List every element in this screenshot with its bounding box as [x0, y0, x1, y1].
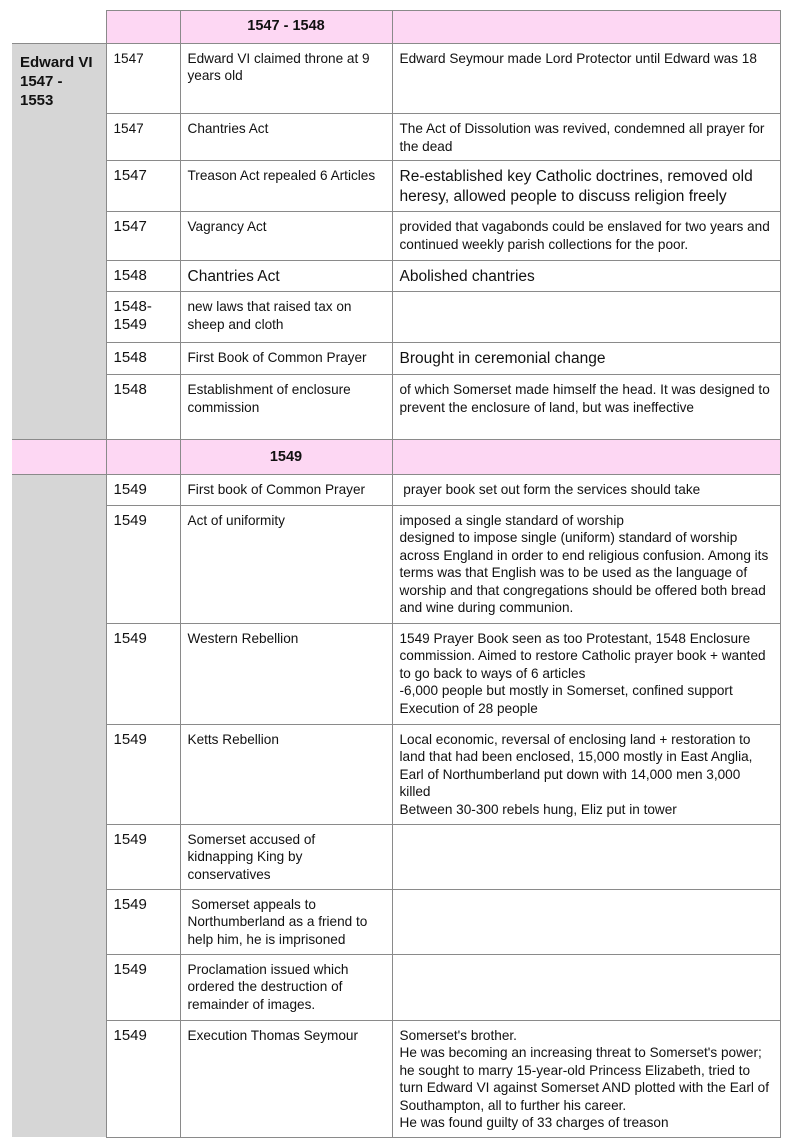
detail-cell: 1549 Prayer Book seen as too Protestant, 1548 Enclosure commission. Aimed to restore Catholic prayer book + wanted to go back to ways of 6 articles -6,000 people but mostly in Somerset, confined support Execution of 28 people: [392, 623, 780, 724]
timeline-table: [12, 10, 781, 1138]
section-title: 1549: [180, 440, 392, 475]
table-row: [12, 623, 780, 724]
section-header-1547-1548: [12, 11, 780, 44]
timeline-page: [12, 10, 780, 1138]
detail-cell: Brought in ceremonial change: [392, 343, 780, 375]
ruler-column: [12, 114, 106, 161]
event-cell: Western Rebellion: [180, 623, 392, 724]
table-row: [12, 474, 780, 505]
detail-cell: [392, 292, 780, 343]
year-cell: 1549: [106, 889, 180, 954]
year-cell: 1548-1549: [106, 292, 180, 343]
event-cell: new laws that raised tax on sheep and cloth: [180, 292, 392, 343]
table-row: [12, 261, 780, 292]
detail-cell: [392, 889, 780, 954]
year-cell: 1548: [106, 375, 180, 440]
detail-cell: Re-established key Catholic doctrines, removed old heresy, allowed people to discuss religion freely: [392, 161, 780, 212]
detail-cell: Somerset's brother. He was becoming an increasing threat to Somerset's power; he sought to marry 15-year-old Princess Elizabeth, tried to turn Edward VI against Somerset AND plotted with the Earl of Southampton, all to further his career. He was found guilty of 33 charges of treason: [392, 1020, 780, 1137]
event-cell: Somerset appeals to Northumberland as a friend to help him, he is imprisoned: [180, 889, 392, 954]
event-cell: Somerset accused of kidnapping King by conservatives: [180, 824, 392, 889]
year-cell: 1549: [106, 724, 180, 824]
table-row: [12, 889, 780, 954]
year-cell: 1549: [106, 1020, 180, 1137]
table-row: [12, 954, 780, 1020]
detail-cell: Edward Seymour made Lord Protector until Edward was 18: [392, 43, 780, 114]
event-cell: Act of uniformity: [180, 505, 392, 623]
year-cell: 1549: [106, 954, 180, 1020]
table-row: [12, 343, 780, 375]
table-row: [12, 824, 780, 889]
table-row: [12, 292, 780, 343]
event-cell: Chantries Act: [180, 261, 392, 292]
event-cell: Ketts Rebellion: [180, 724, 392, 824]
event-cell: First book of Common Prayer: [180, 474, 392, 505]
event-cell: Execution Thomas Seymour: [180, 1020, 392, 1137]
event-cell: Treason Act repealed 6 Articles: [180, 161, 392, 212]
year-cell: 1547: [106, 212, 180, 261]
table-row: [12, 724, 780, 824]
table-row: [12, 375, 780, 440]
year-cell: 1549: [106, 623, 180, 724]
table-row: [12, 212, 780, 261]
year-cell: 1548: [106, 261, 180, 292]
detail-cell: of which Somerset made himself the head. It was designed to prevent the enclosure of land, but was ineffective: [392, 375, 780, 440]
event-cell: Edward VI claimed throne at 9 years old: [180, 43, 392, 114]
detail-cell: [392, 824, 780, 889]
detail-cell: The Act of Dissolution was revived, condemned all prayer for the dead: [392, 114, 780, 161]
section-title: 1547 - 1548: [180, 11, 392, 44]
event-cell: Establishment of enclosure commission: [180, 375, 392, 440]
table-row: [12, 114, 780, 161]
table-row: [12, 43, 780, 114]
ruler-label: Edward VI 1547 - 1553: [12, 43, 106, 114]
detail-cell: Local economic, reversal of enclosing land + restoration to land that had been enclosed, 15,000 mostly in East Anglia, Earl of Northumberland put down with 14,000 men 3,000 killed Between 30-300 rebels hung, Eliz put in tower: [392, 724, 780, 824]
year-cell: 1547: [106, 161, 180, 212]
event-cell: Chantries Act: [180, 114, 392, 161]
year-cell: 1548: [106, 343, 180, 375]
event-cell: Vagrancy Act: [180, 212, 392, 261]
table-row: [12, 161, 780, 212]
year-cell: 1549: [106, 505, 180, 623]
year-cell: 1549: [106, 474, 180, 505]
detail-cell: prayer book set out form the services should take: [392, 474, 780, 505]
year-cell: 1547: [106, 114, 180, 161]
detail-cell: Abolished chantries: [392, 261, 780, 292]
event-cell: First Book of Common Prayer: [180, 343, 392, 375]
section-header-1549: [12, 440, 780, 475]
table-row: [12, 1020, 780, 1137]
detail-cell: provided that vagabonds could be enslaved for two years and continued weekly parish collections for the poor.: [392, 212, 780, 261]
year-cell: 1549: [106, 824, 180, 889]
table-row: [12, 505, 780, 623]
ruler-blank-cell: [12, 11, 106, 44]
detail-cell: [392, 954, 780, 1020]
year-cell: 1547: [106, 43, 180, 114]
event-cell: Proclamation issued which ordered the destruction of remainder of images.: [180, 954, 392, 1020]
detail-cell: imposed a single standard of worship designed to impose single (uniform) standard of worship across England in order to end religious confusion. Among its terms was that English was to be used as the language of worship and that congregations should be offered both bread and wine during communion.: [392, 505, 780, 623]
